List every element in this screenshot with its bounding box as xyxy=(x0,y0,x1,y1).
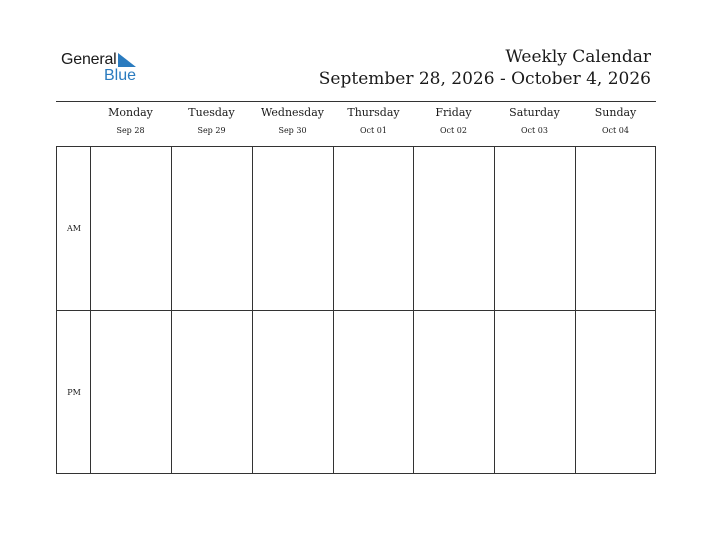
day-date: Sep 29 xyxy=(197,126,226,135)
logo-word-general: General xyxy=(61,51,117,68)
day-date: Oct 02 xyxy=(440,126,467,135)
page-title: Weekly Calendar xyxy=(505,47,651,67)
day-date: Sep 28 xyxy=(116,126,145,135)
cell-sunday-pm[interactable] xyxy=(576,311,655,473)
day-header-wednesday xyxy=(252,106,333,137)
header-divider xyxy=(56,101,656,102)
day-name: Thursday xyxy=(347,106,400,119)
cell-friday-pm[interactable] xyxy=(414,311,494,473)
day-name: Monday xyxy=(108,106,153,119)
cell-thursday-am[interactable] xyxy=(334,147,413,310)
day-header-sunday xyxy=(575,106,656,137)
header xyxy=(319,46,651,90)
cell-monday-am[interactable] xyxy=(91,147,171,310)
day-date: Oct 04 xyxy=(602,126,629,135)
cell-saturday-am[interactable] xyxy=(495,147,575,310)
cell-thursday-pm[interactable] xyxy=(334,311,413,473)
day-header-monday xyxy=(90,106,171,137)
day-name: Saturday xyxy=(509,106,560,119)
day-name: Sunday xyxy=(594,106,637,119)
blue-triangle-icon xyxy=(118,53,136,67)
cell-wednesday-am[interactable] xyxy=(253,147,333,310)
day-header-tuesday xyxy=(171,106,252,137)
cell-monday-pm[interactable] xyxy=(91,311,171,473)
day-name: Friday xyxy=(435,106,472,119)
cell-tuesday-am[interactable] xyxy=(172,147,252,310)
day-name: Wednesday xyxy=(260,106,324,119)
day-date: Oct 01 xyxy=(360,126,387,135)
cell-sunday-am[interactable] xyxy=(576,147,655,310)
cell-friday-am[interactable] xyxy=(414,147,494,310)
brand-logo xyxy=(61,50,151,86)
cell-saturday-pm[interactable] xyxy=(495,311,575,473)
day-header-thursday xyxy=(333,106,414,137)
day-header-friday xyxy=(413,106,494,137)
day-date: Sep 30 xyxy=(278,126,307,135)
day-date: Oct 03 xyxy=(521,126,548,135)
date-range: September 28, 2026 - October 4, 2026 xyxy=(318,69,651,89)
day-name: Tuesday xyxy=(188,106,235,119)
cell-tuesday-pm[interactable] xyxy=(172,311,252,473)
cell-wednesday-pm[interactable] xyxy=(253,311,333,473)
period-label-am: AM xyxy=(67,224,81,233)
period-label-pm: PM xyxy=(67,388,81,397)
calendar-grid xyxy=(56,146,656,474)
day-header-saturday xyxy=(494,106,575,137)
logo-word-blue: Blue xyxy=(104,67,137,84)
